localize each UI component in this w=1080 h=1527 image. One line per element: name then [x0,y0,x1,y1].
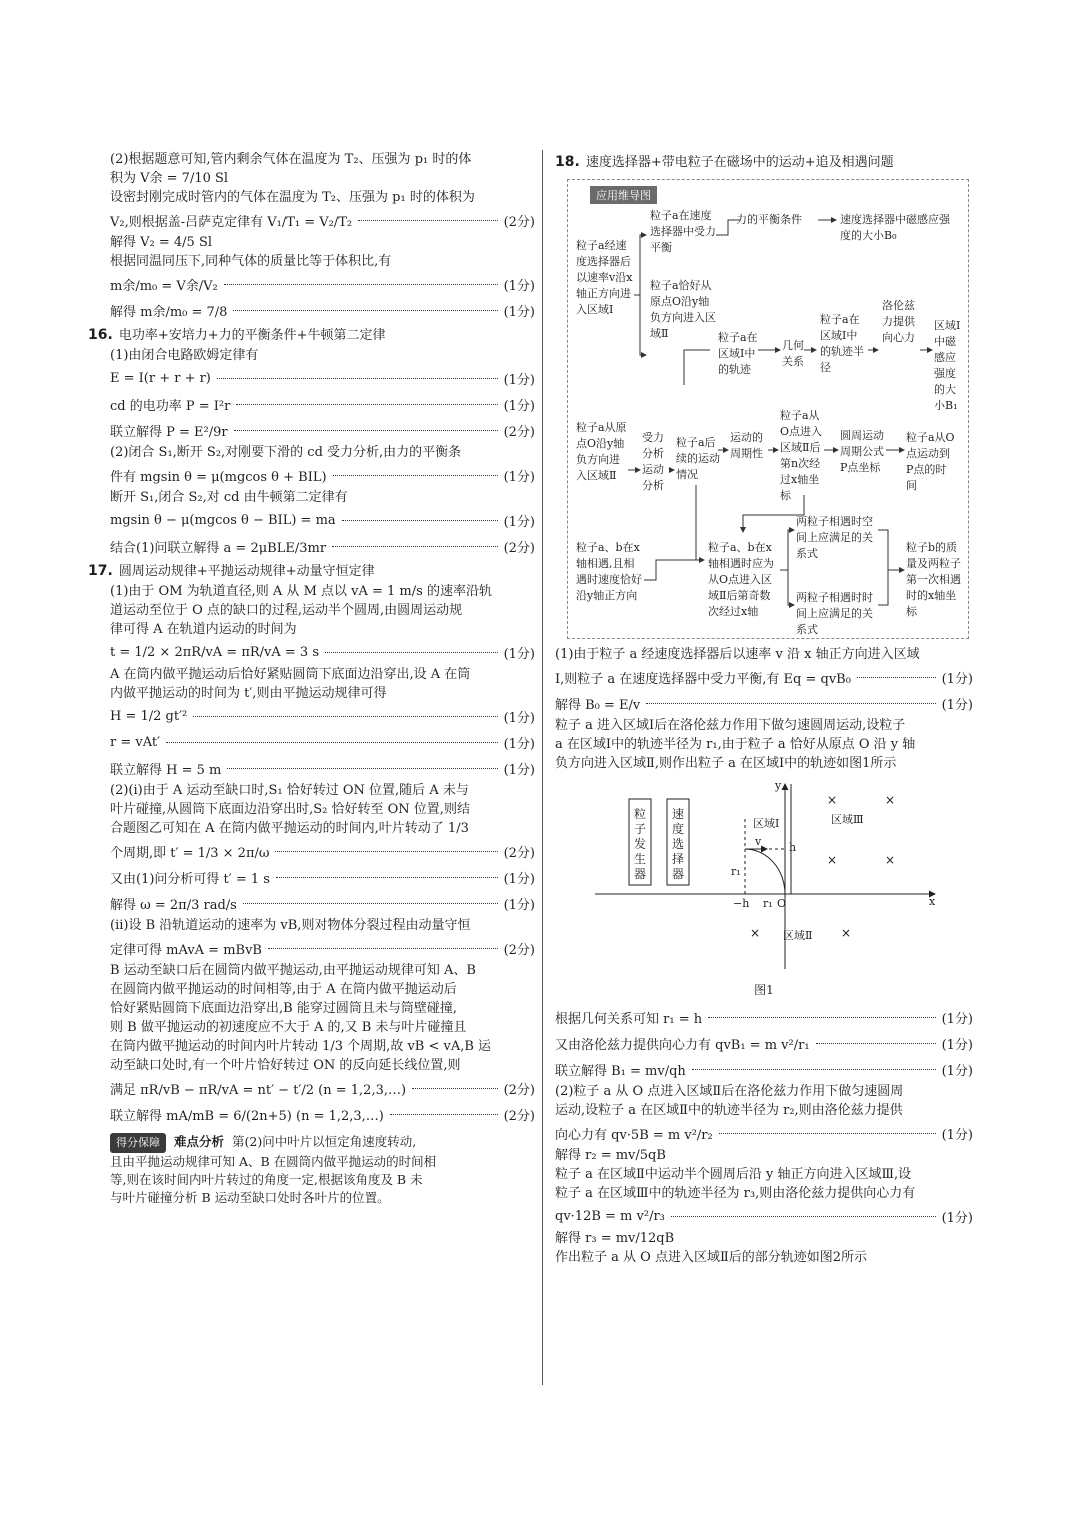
figure-caption: 图1 [754,983,774,997]
flow-box: 粒子a从O点进入区域Ⅱ后第n次经过x轴坐标 [780,409,823,502]
equation-row: 满足 πR/vB − πR/vA = nt′ − t′/2 (n = 1,2,3,…) (2分) [110,1082,535,1098]
h-label: h [789,841,797,854]
velocity-label: v [755,835,762,848]
text-line: 设密封刚完成时管内的气体在温度为 T₂、压强为 p₁ 时的体积为 [110,190,475,205]
equation-row: 联立解得 B₁ = mv/qh (1分) [555,1063,973,1079]
equation-row: 件有 mgsin θ = μ(mgcos θ + BIL) (1分) [110,469,535,485]
flow-box: 力的平衡条件 [736,213,802,226]
equation-row: E = I(r + r + r) (1分) [110,370,535,388]
text-line: 负方向进入区域Ⅱ,则作出粒子 a 在区域Ⅰ中的轨迹如图1所示 [555,756,897,771]
equation-row: 根据几何关系可知 r₁ = h (1分) [555,1011,973,1027]
origin-label: O [777,897,787,910]
svg-text:×: × [885,853,896,867]
flow-box: 洛伦兹力提供向心力 [882,299,915,344]
equation-row: 解得 ω = 2π/3 rad/s (1分) [110,897,535,913]
text-line: 合题图乙可知在 A 在筒内做平抛运动的时间内,叶片转动了 1/3 [110,821,469,836]
figure-1-drawing [595,779,995,979]
flow-box: 粒子a恰好从原点O沿y轴负方向进入区域Ⅱ [650,279,716,340]
x-axis-label: x [929,895,936,908]
equation-row: 结合(1)问联立解得 a = 2μBLE/3mr (2分) [110,540,535,556]
text-line: a 在区域Ⅰ中的轨迹半径为 r₁,由于粒子 a 恰好从原点 O 沿 y 轴 [555,737,916,752]
tip-badge: 得分保障 [110,1133,166,1153]
text-line: 粒子 a 在区域Ⅱ中运动半个圆周后沿 y 轴正方向进入区域Ⅲ,设 [555,1167,912,1182]
y-axis-label: y [775,779,782,792]
text-line: 动至缺口处时,有一个叶片恰好转过 ON 的反向延长线位置,则 [110,1058,461,1073]
text-line: (2)闭合 S₁,断开 S₂,对刚要下滑的 cd 受力分析,由力的平衡条 [110,445,462,460]
flow-box: 区域Ⅰ中磁感应强度的大小B₁ [934,319,961,412]
equation-row: mgsin θ − μ(mgcos θ − BIL) = ma (1分) [110,512,535,530]
text-line: 解得 r₃ = mv/12qB [555,1231,675,1246]
svg-text:×: × [750,926,761,940]
text-line: 在筒内做平抛运动的时间内叶片转动 1/3 个周期,故 vB < vA,B 运 [110,1039,492,1054]
mind-map-label: 应用维导图 [590,186,657,204]
flow-box: 两粒子相遇时时间上应满足的关系式 [796,591,873,636]
equation-row: 解得 m余/m₀ = 7/8 (1分) [110,304,535,320]
equation-row: H = 1/2 gt′² (1分) [110,708,535,726]
figure-1 [595,779,995,979]
equation-row: 联立解得 P = E²/9r (2分) [110,424,535,440]
flow-box: 运动的周期性 [730,431,763,460]
flow-box: 粒子a从原点O沿y轴负方向进入区域Ⅱ [576,421,627,482]
text-line: (2)根据题意可知,管内剩余气体在温度为 T₂、压强为 p₁ 时的体 [110,152,472,167]
question-16-heading: 16. 电功率+安培力+力的平衡条件+牛顿第二定律 [88,327,386,343]
flow-box: 圆周运动周期公式P点坐标 [840,429,884,474]
particle-generator-label: 粒子发生器 [633,807,646,881]
text-line: (2)粒子 a 从 O 点进入区域Ⅱ后在洛伦兹力作用下做匀速圆周 [555,1084,904,1099]
text-line: 在圆筒内做平抛运动的时间相等,由于 A 在筒内做平抛运动后 [110,982,457,997]
svg-text:×: × [885,793,896,807]
svg-text:×: × [827,793,838,807]
r1-label: r₁ [731,865,741,878]
text-line: B 运动至缺口后在圆筒内做平抛运动,由平抛运动规律可知 A、B [110,963,476,978]
text-line: 则 B 做平抛运动的初速度应不大于 A 的,又 B 未与叶片碰撞且 [110,1020,467,1035]
column-divider [542,150,543,1385]
flow-box: 粒子a在速度选择器中受力平衡 [650,209,716,254]
text-line: (ii)设 B 沿轨道运动的速率为 vB,则对物体分裂过程由动量守恒 [110,918,471,933]
flow-box: 速度选择器中磁感应强度的大小B₀ [840,213,950,242]
score-tip: 得分保障 难点分析 第(2)问中叶片以恒定角速度转动, 且由平抛运动规律可知 A、B 在圆筒内做平抛运动的时间相 等,则在该时间内叶片转过的角度一定,根据该角度及 B 未 与叶片碰撞分析 B 运动至缺口处时各叶片的位置。 [110,1134,437,1205]
equation-row: t = 1/2 × 2πR/vA = πR/vA = 3 s (1分) [110,644,535,662]
region-2-label: 区域Ⅱ [783,929,813,942]
equation-row: qv·12B = m v²/r₃ (1分) [555,1208,973,1226]
right-column [555,150,973,1267]
equation-row: 又由洛伦兹力提供向心力有 qvB₁ = m v²/r₁ (1分) [555,1037,973,1053]
flow-box: 粒子a经速度选择器后以速率v沿x轴正方向进入区域Ⅰ [576,239,633,316]
mind-map [567,179,969,639]
equation-row: V₂,则根据盖-吕萨克定律有 V₁/T₁ = V₂/T₂ (2分) [110,214,535,230]
flow-box: 粒子a、b在x轴相遇,且相遇时速度恰好沿y轴正方向 [576,541,642,602]
equation-row: cd 的电功率 P = I²r (1分) [110,398,535,414]
text-line: A 在筒内做平抛运动后恰好紧贴圆筒下底面边沿穿出,设 A 在筒 [110,667,471,682]
flow-box: 粒子a从O点运动到P点的时间 [906,431,955,492]
equation-row: 联立解得 mA/mB = 6/(2n+5) (n = 1,2,3,…) (2分) [110,1108,535,1124]
tip-title: 难点分析 [174,1134,225,1149]
region-3-label: 区域Ⅲ [831,813,864,826]
flow-box: 粒子a在区域Ⅰ中的轨迹 [718,331,758,376]
flow-box: 粒子a后续的运动情况 [676,436,720,481]
text-line: 道运动至位于 O 点的缺口的过程,运动半个圆周,由圆周运动规 [110,603,463,618]
text-line: 恰好紧贴圆筒下底面边沿穿出,B 能穿过圆筒且未与筒壁碰撞, [110,1001,457,1016]
text-line: 解得 V₂ = 4/5 Sl [110,235,213,250]
equation-row: 个周期,即 t′ = 1/3 × 2π/ω (2分) [110,845,535,861]
flow-box: 几何关系 [782,339,804,368]
flow-box: 粒子a、b在x轴相遇时应为从O点进入区域Ⅱ后第奇数次经过x轴 [708,541,774,618]
equation-row: 解得 B₀ = E/v (1分) [555,697,973,713]
text-line: 根据同温同压下,同种气体的质量比等于体积比,有 [110,254,392,269]
equation-row: 又由(1)问分析可得 t′ = 1 s (1分) [110,871,535,887]
equation-row: Ⅰ,则粒子 a 在速度选择器中受力平衡,有 Eq = qvB₀ (1分) [555,671,973,687]
equation-row: 联立解得 H = 5 m (1分) [110,762,535,778]
r1-label: r₁ [763,897,773,910]
flow-box: 粒子b的质量及两粒子第一次相遇时的x轴坐标 [906,541,961,618]
text-line: 律可得 A 在轨道内运动的时间为 [110,622,297,637]
velocity-selector-label: 速度选择器 [671,807,684,881]
text-line: (1)由于粒子 a 经速度选择器后以速率 v 沿 x 轴正方向进入区域 [555,647,920,662]
flow-box: 受力分析运动分析 [642,431,664,492]
flow-box: 两粒子相遇时空间上应满足的关系式 [796,515,873,560]
svg-text:×: × [841,926,852,940]
equation-row: r = vAt′ (1分) [110,734,535,752]
minus-h-label: −h [733,897,750,910]
equation-row: 向心力有 qv·5B = m v²/r₂ (1分) [555,1127,973,1143]
equation-row: 定律可得 mAvA = mBvB (2分) [110,942,535,958]
text-line: 作出粒子 a 从 O 点进入区域Ⅱ后的部分轨迹如图2所示 [555,1250,868,1265]
text-line: 运动,设粒子 a 在区域Ⅱ中的轨迹半径为 r₂,则由洛伦兹力提供 [555,1103,903,1118]
text-line: 内做平抛运动的时间为 t′,则由平抛运动规律可得 [110,686,387,701]
text-line: 积为 V余 = 7/10 Sl [110,171,229,186]
flow-box: 粒子a在区域Ⅰ中的轨迹半径 [820,313,864,374]
svg-text:×: × [827,853,838,867]
left-column [88,150,535,1207]
region-1-label: 区域Ⅰ [753,817,780,830]
question-17-heading: 17. 圆周运动规律+平抛运动规律+动量守恒定律 [88,563,375,579]
text-line: 断开 S₁,闭合 S₂,对 cd 由牛顿第二定律有 [110,490,348,505]
text-line: 粒子 a 在区域Ⅲ中的轨迹半径为 r₃,则由洛伦兹力提供向心力有 [555,1186,916,1201]
question-18-heading: 18. 速度选择器+带电粒子在磁场中的运动+追及相遇问题 [555,154,894,170]
text-line: (1)由闭合电路欧姆定律有 [110,348,259,363]
text-line: 叶片碰撞,从圆筒下底面边沿穿出时,S₂ 恰好转至 ON 位置,则结 [110,802,470,817]
text-line: (1)由于 OM 为轨道直径,则 A 从 M 点以 vA = 1 m/s 的速率沿轨 [110,584,492,599]
text-line: (2)(i)由于 A 运动至缺口时,S₁ 恰好转过 ON 位置,随后 A 未与 [110,783,469,798]
equation-row: m余/m₀ = V余/V₂ (1分) [110,278,535,294]
text-line: 粒子 a 进入区域Ⅰ后在洛伦兹力作用下做匀速圆周运动,设粒子 [555,718,906,733]
text-line: 解得 r₂ = mv/5qB [555,1148,666,1163]
